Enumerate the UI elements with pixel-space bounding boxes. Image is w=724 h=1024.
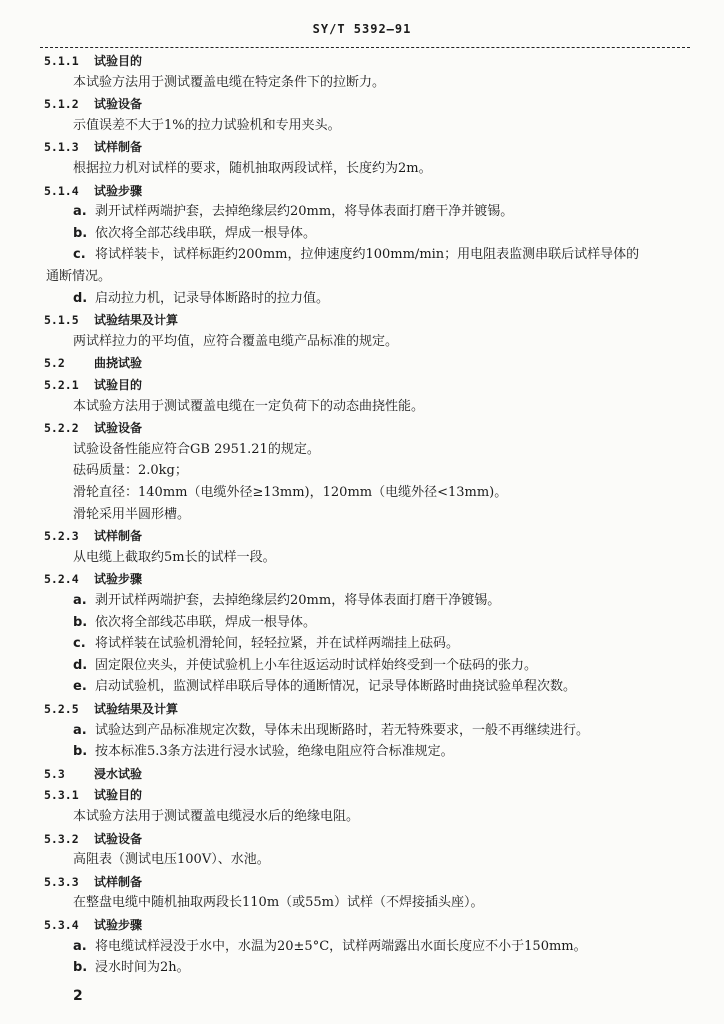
section-title: 试样制备 xyxy=(94,529,143,544)
list-item-text: 启动拉力机，记录导体断路时的拉力值。 xyxy=(95,290,330,306)
section-number: 5.1.3 xyxy=(44,140,79,155)
list-item-marker: a. xyxy=(73,938,87,954)
paragraph-line: 本试验方法用于测试覆盖电缆浸水后的绝缘电阻。 xyxy=(73,809,360,824)
section-heading xyxy=(44,376,142,395)
section-heading xyxy=(44,873,142,892)
section-number: 5.2.4 xyxy=(44,572,79,587)
section-title: 曲挠试验 xyxy=(94,356,143,371)
section-heading xyxy=(44,182,142,201)
section-title: 试验步骤 xyxy=(94,183,143,198)
paragraph-line: 滑轮采用半圆形槽。 xyxy=(73,506,191,522)
section-title: 试样制备 xyxy=(94,140,143,155)
section-title: 试验设备 xyxy=(94,831,143,846)
section-heading xyxy=(44,52,142,71)
paragraph-line: 高阻表（测试电压100V）、水池。 xyxy=(73,852,270,868)
list-item-marker: b. xyxy=(73,960,88,976)
section-number: 5.3.3 xyxy=(44,874,79,889)
paragraph-line: 从电缆上截取约5m长的试样一段。 xyxy=(73,549,276,565)
section-title: 试验结果及计算 xyxy=(94,702,179,716)
list-item-marker: a. xyxy=(73,204,87,220)
list-item-text: 浸水时间为2h。 xyxy=(95,960,190,976)
section-number: 5.2 xyxy=(44,356,65,371)
paragraph-line: 在整盘电缆中随机抽取两段长110m（或55m）试样（不焊接插头座）。 xyxy=(73,895,484,911)
section-title: 试验步骤 xyxy=(94,918,143,932)
list-item xyxy=(73,657,537,675)
section-number: 5.2.3 xyxy=(44,529,79,544)
list-item xyxy=(73,678,576,696)
list-item-marker: b. xyxy=(73,225,88,241)
section-number: 5.2.5 xyxy=(44,702,79,716)
section-heading xyxy=(44,570,142,589)
list-item xyxy=(73,722,589,740)
list-item-text: 依次将全部线芯串联，焊成一根导体。 xyxy=(95,614,317,630)
section-heading xyxy=(44,311,178,330)
paragraph-line: 根据拉力机对试样的要求，随机抽取两段试样，长度约为2m。 xyxy=(73,161,432,176)
list-item xyxy=(73,290,329,308)
list-item-text: 启动试验机，监测试样串联后导体的通断情况，记录导体断路时曲挠试验单程次数。 xyxy=(95,679,577,695)
section-heading xyxy=(44,765,142,784)
list-item xyxy=(73,743,454,761)
paragraph-line: 本试验方法用于测试覆盖电缆在一定负荷下的动态曲挠性能。 xyxy=(73,398,425,414)
section-heading xyxy=(44,138,142,157)
paragraph-line: 示值误差不大于1%的拉力试验机和专用夹头。 xyxy=(73,117,341,133)
list-item-marker: a. xyxy=(73,593,87,608)
list-item-text: 将试样装卡，试样标距约200mm，拉伸速度约100mm/min；用电阻表监测串联后试样导体的 xyxy=(95,247,640,263)
list-item xyxy=(73,203,513,221)
section-title: 试验目的 xyxy=(94,378,143,392)
section-heading xyxy=(44,354,142,373)
paragraph-line: 本试验方法用于测试覆盖电缆在特定条件下的拉断力。 xyxy=(73,74,386,90)
list-item xyxy=(73,614,316,632)
section-number: 5.1.5 xyxy=(44,313,79,328)
section-title: 试样制备 xyxy=(94,874,143,889)
list-item-marker: d. xyxy=(73,657,88,673)
section-number: 5.1.1 xyxy=(44,54,79,68)
list-item xyxy=(73,225,316,243)
list-item-marker: b. xyxy=(73,744,88,760)
section-title: 试验目的 xyxy=(94,788,143,803)
section-number: 5.2.1 xyxy=(44,378,79,392)
list-item-text: 剥开试样两端护套，去掉绝缘层约20mm，将导体表面打磨干净并镀锡。 xyxy=(95,204,514,220)
header-rule xyxy=(40,47,690,48)
section-number: 5.1.4 xyxy=(44,183,79,198)
page-number: 2 xyxy=(73,988,83,1004)
document-header: SY/T 5392—91 xyxy=(312,22,412,36)
section-heading xyxy=(44,830,142,849)
list-item-marker: d. xyxy=(73,290,88,306)
list-item xyxy=(73,959,190,977)
section-number: 5.3.4 xyxy=(44,918,79,932)
list-item-text: 试验达到产品标准规定次数，导体未出现断路时，若无特殊要求，一般不再继续进行。 xyxy=(95,722,590,738)
list-item xyxy=(73,592,500,610)
section-heading xyxy=(44,786,142,805)
list-item-marker: c. xyxy=(73,247,86,263)
paragraph-line: 试验设备性能应符合GB 2951.21的规定。 xyxy=(73,441,320,457)
list-item-text: 按本标准5.3条方法进行浸水试验，绝缘电阻应符合标准规定。 xyxy=(95,744,454,760)
list-item-text: 剥开试样两端护套，去掉绝缘层约20mm，将导体表面打磨干净镀锡。 xyxy=(95,593,501,608)
list-item-text: 将电缆试样浸没于水中，水温为20±5°C，试样两端露出水面长度应不小于150mm。 xyxy=(95,938,587,954)
section-heading xyxy=(44,700,178,719)
section-number: 5.1.2 xyxy=(44,97,79,112)
section-title: 浸水试验 xyxy=(94,766,143,781)
section-heading xyxy=(44,916,142,935)
list-item-marker: c. xyxy=(73,636,86,652)
section-heading xyxy=(44,95,142,114)
list-item-text: 固定限位夹头，并使试验机上小车往返运动时试样始终受到一个砝码的张力。 xyxy=(95,657,538,673)
paragraph-line: 两试样拉力的平均值，应符合覆盖电缆产品标准的规定。 xyxy=(73,333,399,349)
section-heading xyxy=(44,527,142,546)
section-title: 试验目的 xyxy=(94,54,143,68)
list-item-marker: b. xyxy=(73,614,88,630)
section-number: 5.3 xyxy=(44,766,65,781)
section-number: 5.2.2 xyxy=(44,421,79,436)
section-title: 试验步骤 xyxy=(94,572,143,587)
paragraph-line: 滑轮直径：140mm（电缆外径≥13mm)，120mm（电缆外径<13mm)。 xyxy=(73,485,508,500)
section-title: 试验结果及计算 xyxy=(94,313,179,328)
paragraph-line: 砝码质量：2.0kg； xyxy=(73,463,188,479)
list-item-text: 将试样装在试验机滑轮间，轻轻拉紧，并在试样两端挂上砝码。 xyxy=(95,636,460,652)
paragraph-continuation: 通断情况。 xyxy=(46,269,112,284)
list-item-marker: a. xyxy=(73,722,87,738)
list-item xyxy=(73,938,587,956)
section-number: 5.3.2 xyxy=(44,831,79,846)
section-title: 试验设备 xyxy=(94,421,143,436)
list-item-marker: e. xyxy=(73,679,87,695)
list-item xyxy=(73,246,639,264)
section-number: 5.3.1 xyxy=(44,788,79,803)
section-title: 试验设备 xyxy=(94,97,143,112)
list-item xyxy=(73,635,459,653)
section-heading xyxy=(44,419,142,438)
list-item-text: 依次将全部芯线串联，焊成一根导体。 xyxy=(95,225,317,241)
